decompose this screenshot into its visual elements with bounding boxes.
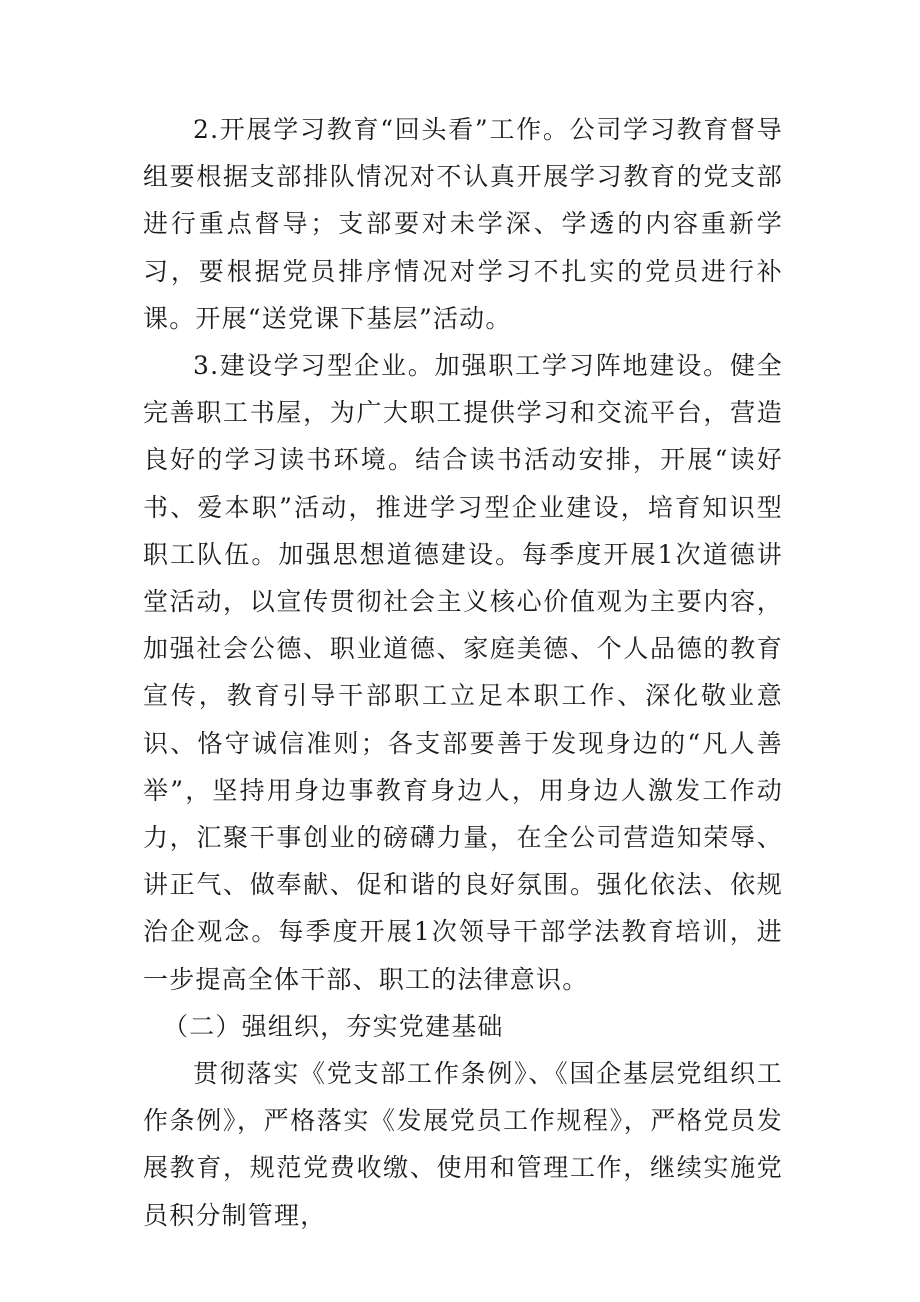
section-heading: （二）强组织，夯实党建基础 — [163, 1011, 504, 1041]
paragraph-study-review: 2.开展学习教育“回头看”工作。公司学习教育督导组要根据支部排队情况对不认真开展学习教育的党支部进行重点督导；支部要对未学深、学透的内容重新学习，要根据党员排序情况对学习不扎实的党员进行补课。开展“送党课下基层”活动。 — [143, 115, 783, 333]
paragraph-learning-enterprise: 3.建设学习型企业。加强职工学习阵地建设。健全完善职工书屋，为广大职工提供学习和交流平台，营造良好的学习读书环境。结合读书活动安排，开展“读好书、爱本职”活动，推进学习型企业建设，培育知识型职工队伍。加强思想道德建设。每季度开展1次道德讲堂活动，以宣传贯彻社会主义核心价值观为主要内容，加强社会公德、职业道德、家庭美德、个人品德的教育宣传，教育引导干部职工立足本职工作、深化敬业意识、恪守诚信准则；各支部要善于发现身边的“凡人善举”，坚持用身边事教育身边人，用身边人激发工作动力，汇聚干事创业的磅礴力量，在全公司营造知荣辱、讲正气、做奉献、促和谐的良好氛围。强化依法、依规治企观念。每季度开展1次领导干部学法教育培训，进一步提高全体干部、职工的法律意识。 — [143, 351, 783, 994]
document-body — [143, 106, 783, 1239]
paragraph-organization: 贯彻落实《党支部工作条例》、《国企基层党组织工作条例》，严格落实《发展党员工作规程》，严格党员发展教育，规范党费收缴、使用和管理工作，继续实施党员积分制管理， — [143, 1059, 783, 1230]
